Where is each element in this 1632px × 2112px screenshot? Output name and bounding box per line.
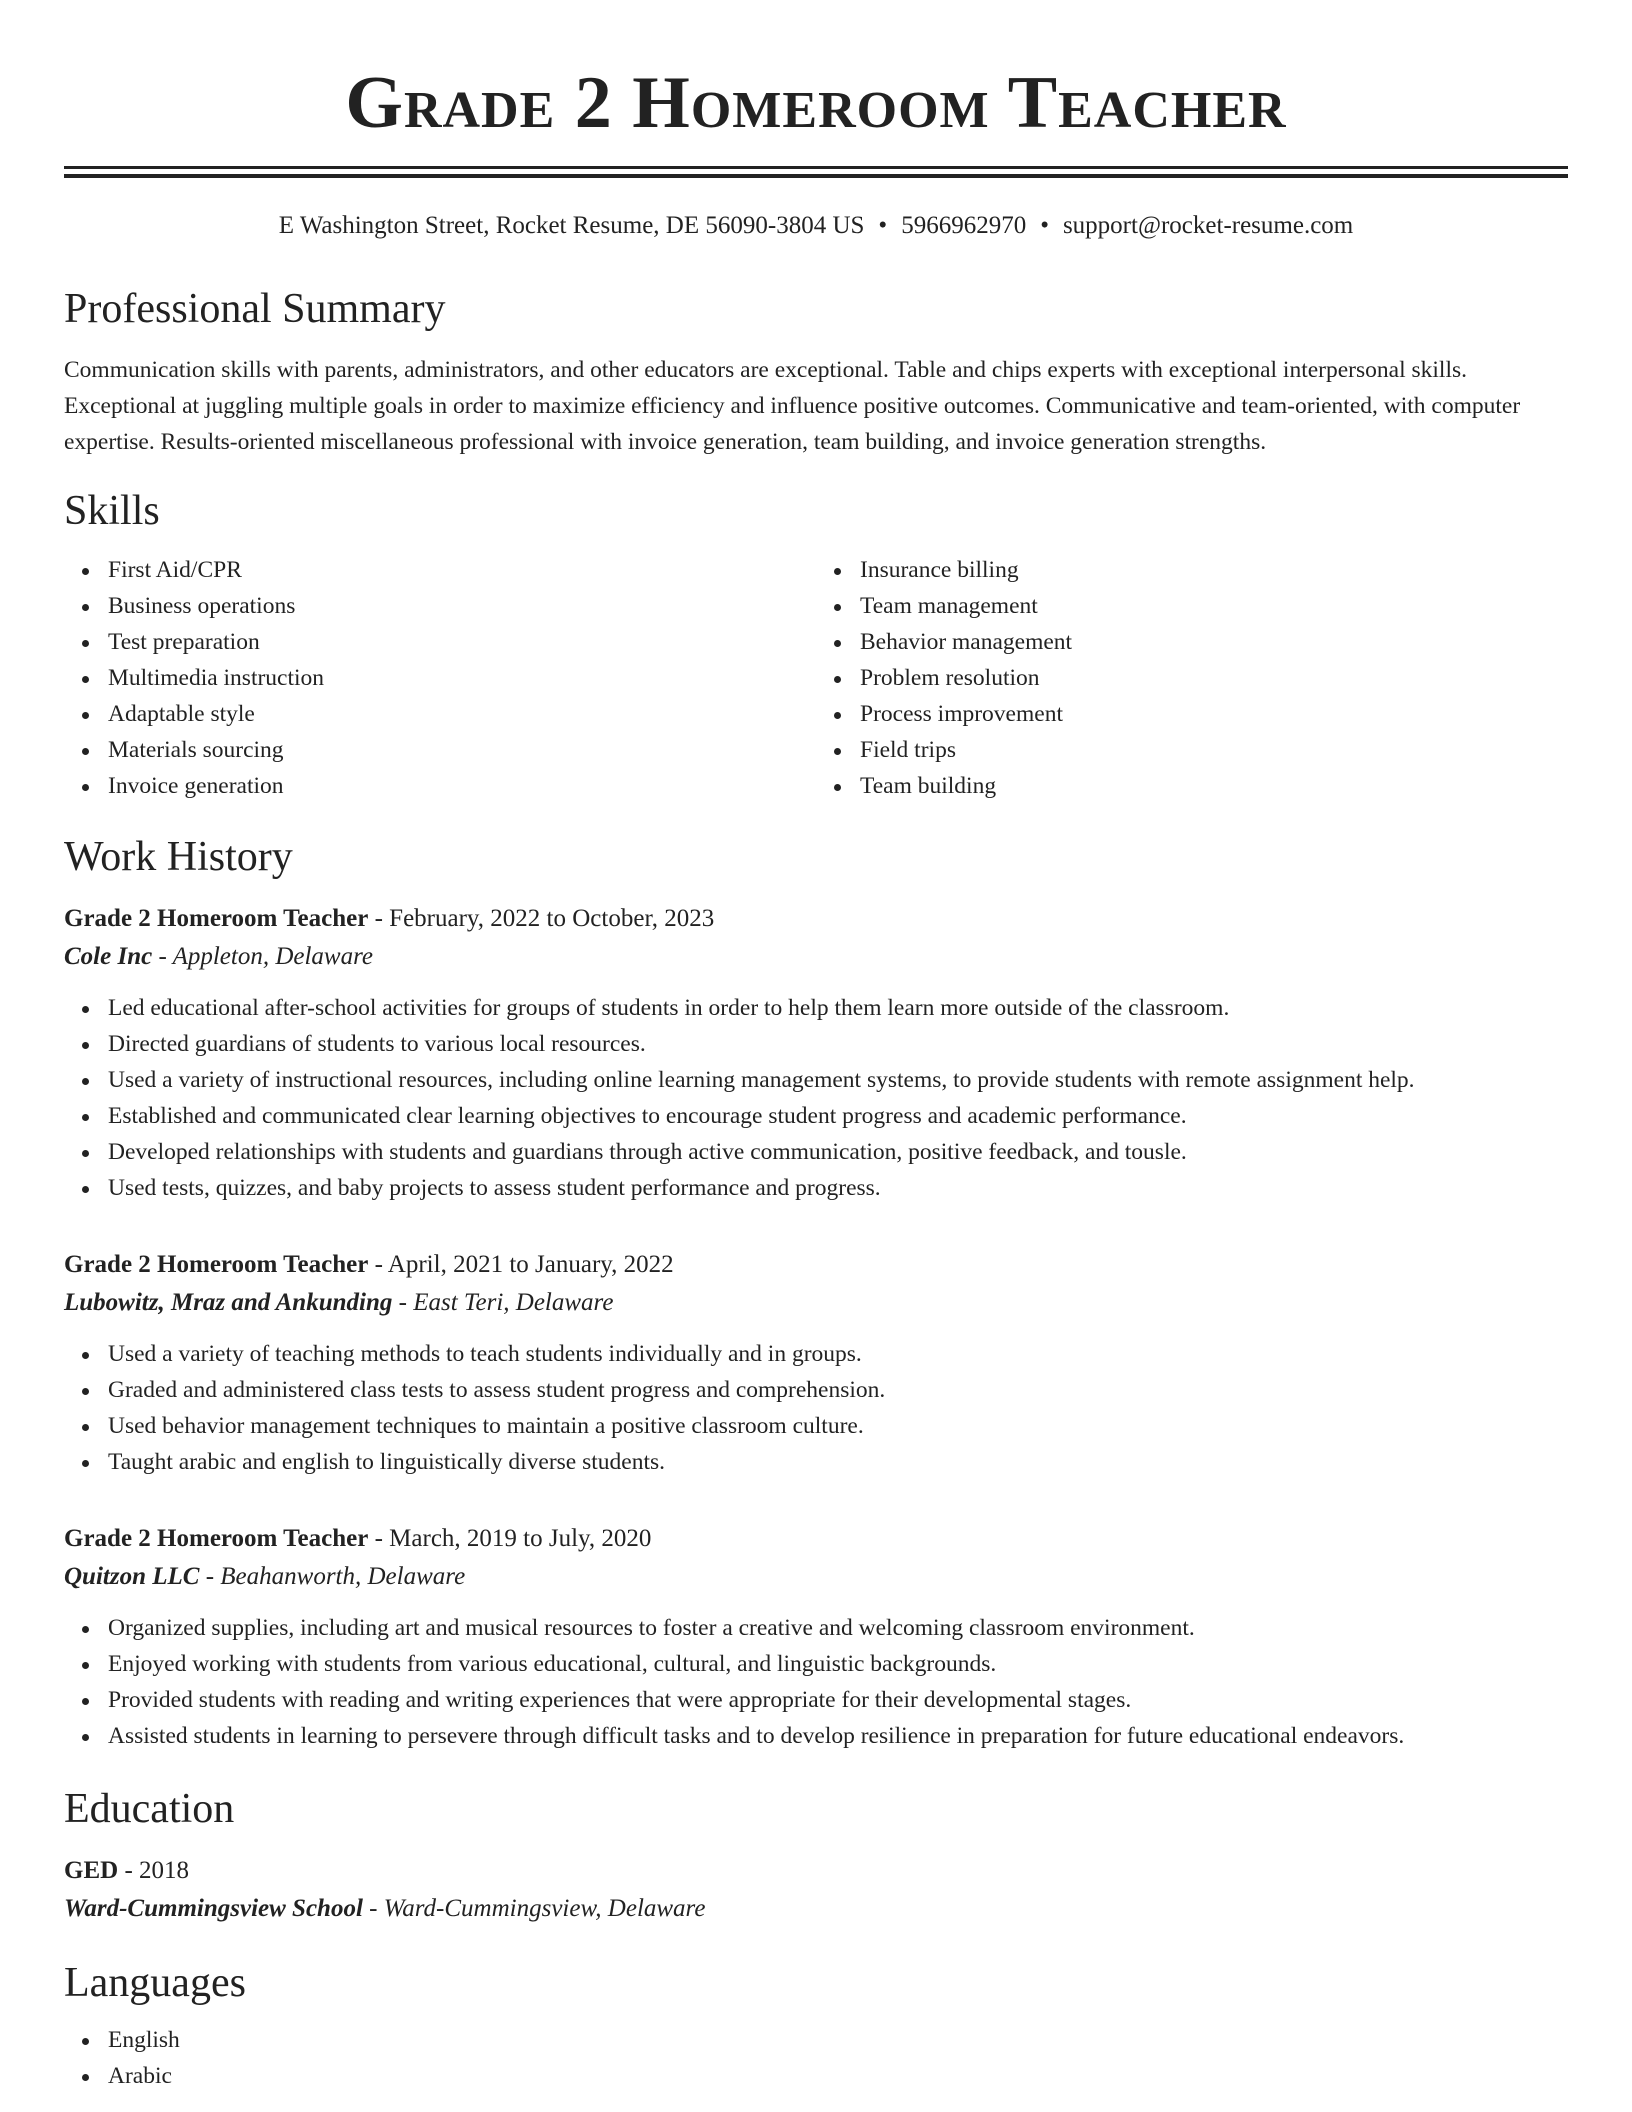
- job-bullets: [64, 1336, 1568, 1480]
- job-bullet: Used tests, quizzes, and baby projects to assess student performance and progress.: [108, 1170, 1568, 1206]
- skill-item: Business operations: [108, 588, 816, 624]
- job-dates: - March, 2019 to July, 2020: [374, 1525, 652, 1552]
- skill-item: Behavior management: [860, 624, 1568, 660]
- school-name: Ward-Cummingsview School: [64, 1895, 363, 1922]
- contact-line: [64, 210, 1568, 242]
- skill-item: Field trips: [860, 732, 1568, 768]
- degree-year: - 2018: [124, 1857, 190, 1884]
- job-bullet: Established and communicated clear learning objectives to encourage student progress and academic performance.: [108, 1098, 1568, 1134]
- job-title: Grade 2 Homeroom Teacher: [64, 1525, 369, 1552]
- contact-separator: •: [878, 212, 888, 239]
- job-dates: - April, 2021 to January, 2022: [374, 1251, 674, 1278]
- job-bullet: Enjoyed working with students from various educational, cultural, and linguistic backgrounds.: [108, 1646, 1568, 1682]
- skill-item: Invoice generation: [108, 768, 816, 804]
- skills-list-right: [816, 552, 1568, 804]
- job-bullet: Used behavior management techniques to maintain a positive classroom culture.: [108, 1408, 1568, 1444]
- job-bullet: Organized supplies, including art and musical resources to foster a creative and welcoming classroom environment.: [108, 1610, 1568, 1646]
- company-name: Lubowitz, Mraz and Ankunding: [64, 1289, 393, 1316]
- summary-heading: Professional Summary: [64, 286, 446, 332]
- job-bullets: [64, 990, 1568, 1206]
- school-line: [64, 1890, 1568, 1928]
- skill-item: Multimedia instruction: [108, 660, 816, 696]
- job-bullet: Provided students with reading and writing experiences that were appropriate for their developmental stages.: [108, 1682, 1568, 1718]
- job-title-line: [64, 1246, 1568, 1284]
- company-location: - Appleton, Delaware: [158, 943, 374, 970]
- job-bullet: Graded and administered class tests to assess student progress and comprehension.: [108, 1372, 1568, 1408]
- skill-item: Materials sourcing: [108, 732, 816, 768]
- work-history-heading: Work History: [64, 834, 293, 880]
- skills-list-left: [64, 552, 816, 804]
- education-heading: Education: [64, 1786, 235, 1832]
- job-title: Grade 2 Homeroom Teacher: [64, 1251, 369, 1278]
- language-item: Arabic: [108, 2058, 1568, 2094]
- contact-separator: •: [1040, 212, 1049, 239]
- job-bullet: Used a variety of instructional resources, including online learning management systems, to provide students with remote assignment help.: [108, 1062, 1568, 1098]
- contact-phone: 5966962970: [901, 212, 1027, 239]
- company-line: [64, 1284, 1568, 1322]
- job-title: Grade 2 Homeroom Teacher: [64, 905, 369, 932]
- skill-item: Process improvement: [860, 696, 1568, 732]
- education-entry: [64, 1852, 1568, 1928]
- degree-name: GED: [64, 1857, 119, 1884]
- skill-item: Insurance billing: [860, 552, 1568, 588]
- job-bullet: Directed guardians of students to various local resources.: [108, 1026, 1568, 1062]
- job-bullet: Led educational after-school activities for groups of students in order to help them learn more outside of the classroom.: [108, 990, 1568, 1026]
- job-title-line: [64, 900, 1568, 938]
- skills-columns: [64, 552, 1568, 804]
- job-bullets: [64, 1610, 1568, 1754]
- skill-item: First Aid/CPR: [108, 552, 816, 588]
- skills-heading: Skills: [64, 488, 160, 534]
- resume-title: Grade 2 Homeroom Teacher: [345, 62, 1287, 144]
- skill-item: Team building: [860, 768, 1568, 804]
- languages-heading: Languages: [64, 1960, 246, 2006]
- title-divider: [64, 166, 1568, 178]
- job-entry: [64, 1520, 1568, 1754]
- job-entry: [64, 1246, 1568, 1480]
- job-title-line: [64, 1520, 1568, 1558]
- language-item: English: [108, 2022, 1568, 2058]
- skill-item: Test preparation: [108, 624, 816, 660]
- languages-list: [64, 2022, 1568, 2094]
- job-dates: - February, 2022 to October, 2023: [374, 905, 715, 932]
- summary-text: Communication skills with parents, administrators, and other educators are exceptional. Table and chips experts with exceptional interpersonal skills. Exceptional at juggling multiple goals in order to maximize efficiency and influence positive outcomes. Communicative and team-oriented, with computer expertise. Results-oriented miscellaneous professional with invoice generation, team building, and invoice generation strengths.: [64, 357, 1521, 455]
- skill-item: Team management: [860, 588, 1568, 624]
- skill-item: Problem resolution: [860, 660, 1568, 696]
- company-location: - Beahanworth, Delaware: [205, 1563, 466, 1590]
- degree-line: [64, 1852, 1568, 1890]
- company-line: [64, 1558, 1568, 1596]
- job-entry: [64, 900, 1568, 1206]
- contact-address: E Washington Street, Rocket Resume, DE 56090-3804 US: [278, 212, 865, 239]
- company-name: Quitzon LLC: [64, 1563, 200, 1590]
- school-location: - Ward-Cummingsview, Delaware: [369, 1895, 706, 1922]
- job-bullet: Taught arabic and english to linguistically diverse students.: [108, 1444, 1568, 1480]
- skill-item: Adaptable style: [108, 696, 816, 732]
- job-bullet: Used a variety of teaching methods to teach students individually and in groups.: [108, 1336, 1568, 1372]
- company-name: Cole Inc: [64, 943, 153, 970]
- company-line: [64, 938, 1568, 976]
- company-location: - East Teri, Delaware: [398, 1289, 614, 1316]
- job-bullet: Assisted students in learning to persevere through difficult tasks and to develop resilience in preparation for future educational endeavors.: [108, 1718, 1568, 1754]
- job-bullet: Developed relationships with students and guardians through active communication, positive feedback, and tousle.: [108, 1134, 1568, 1170]
- contact-email: support@rocket-resume.com: [1062, 212, 1354, 239]
